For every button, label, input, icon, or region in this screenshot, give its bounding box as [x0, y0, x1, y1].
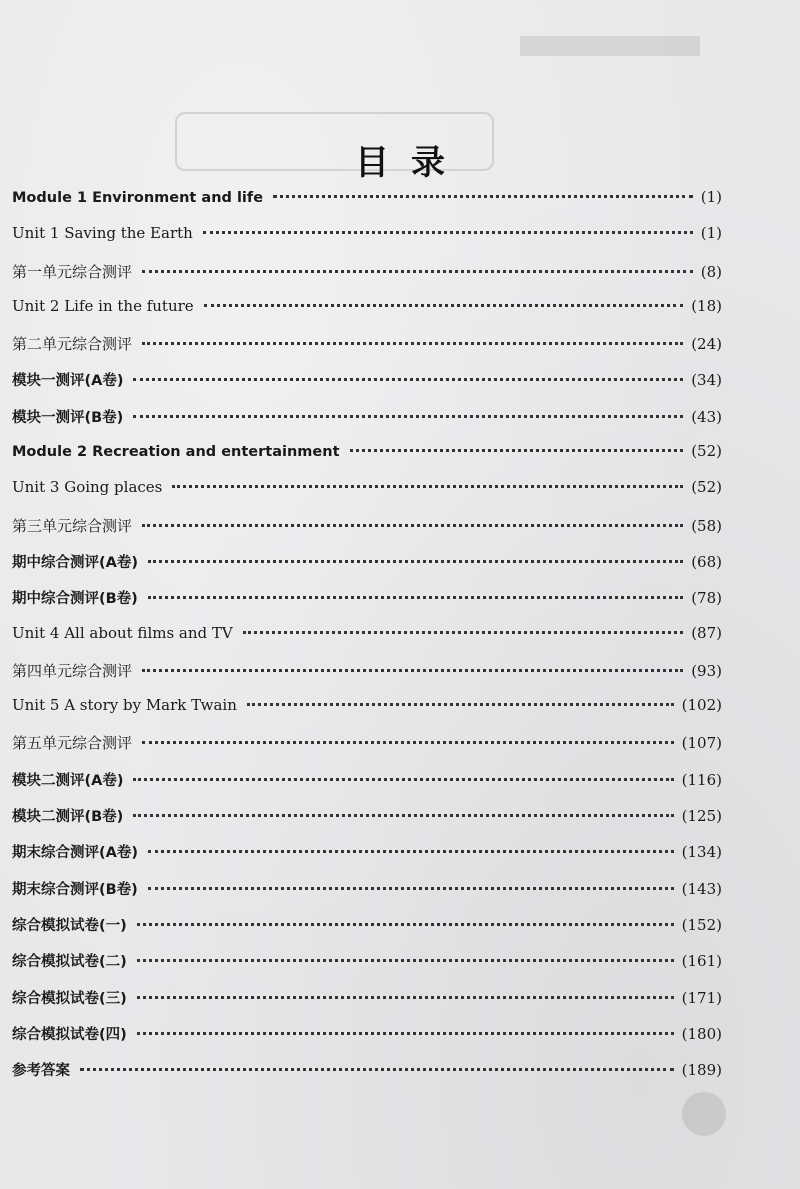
dot-leader — [148, 850, 674, 853]
toc-entry-page-number: (152) — [681, 915, 722, 934]
toc-entry[interactable] — [12, 987, 722, 1023]
toc-entry-page-number: (87) — [691, 623, 722, 642]
toc-entry[interactable] — [12, 878, 722, 914]
toc-entry-title: 模块一测评(B卷) — [12, 409, 124, 426]
toc-entry-title: 综合模拟试卷(三) — [12, 990, 127, 1007]
dot-leader — [148, 887, 674, 890]
dot-leader — [142, 524, 683, 527]
toc-entry-page-number: (78) — [691, 589, 722, 608]
toc-entry[interactable] — [12, 950, 722, 986]
dot-leader — [142, 669, 683, 672]
dot-leader — [203, 231, 693, 234]
toc-entry[interactable] — [12, 478, 722, 514]
toc-entry[interactable] — [12, 660, 722, 696]
dot-leader — [350, 449, 684, 452]
toc-entry-title: 第一单元综合测评 — [12, 262, 133, 281]
toc-entry-title: Module 1 Environment and life — [12, 190, 264, 206]
toc-entry-title: 模块二测评(A卷) — [12, 772, 124, 789]
dot-leader — [142, 741, 674, 744]
toc-entry[interactable] — [12, 515, 722, 551]
toc-entry-page-number: (125) — [681, 807, 722, 826]
toc-entry[interactable] — [12, 841, 722, 877]
dot-leader — [137, 1032, 674, 1035]
toc-entry-title: 参考答案 — [12, 1063, 70, 1080]
toc-entry-page-number: (52) — [691, 442, 722, 461]
toc-entry[interactable] — [12, 369, 722, 405]
toc-entry-title: Unit 2 Life in the future — [12, 296, 194, 315]
toc-entry[interactable] — [12, 732, 722, 768]
dot-leader — [273, 195, 693, 198]
toc-entry-title: 第二单元综合测评 — [12, 335, 133, 354]
toc-entry-page-number: (24) — [691, 335, 722, 354]
toc-entry-page-number: (107) — [681, 734, 722, 753]
toc-entry-page-number: (102) — [681, 696, 722, 715]
page-title: 目录 — [355, 142, 467, 183]
toc-entry[interactable] — [12, 1023, 722, 1059]
toc-entry[interactable] — [12, 696, 722, 732]
toc-entry[interactable] — [12, 224, 722, 260]
toc-entry-title: 第三单元综合测评 — [12, 516, 133, 535]
toc-entry[interactable] — [12, 297, 722, 333]
toc-entry-page-number: (161) — [681, 952, 722, 971]
toc-entry[interactable] — [12, 442, 722, 478]
toc-entry-page-number: (43) — [691, 407, 722, 426]
toc-entry-title: Module 2 Recreation and entertainment — [12, 444, 340, 461]
toc-entry-title: 模块二测评(B卷) — [12, 809, 124, 826]
toc-entry-page-number: (52) — [691, 478, 722, 497]
toc-entry-page-number: (68) — [691, 552, 722, 571]
toc-entry[interactable] — [12, 333, 722, 369]
toc-entry[interactable] — [12, 769, 722, 805]
toc-entry-page-number: (1) — [700, 188, 722, 206]
toc-entry-page-number: (143) — [681, 879, 722, 898]
dot-leader — [137, 996, 674, 999]
dot-leader — [133, 814, 673, 817]
toc-entry-title: Unit 1 Saving the Earth — [12, 224, 193, 243]
toc-entry[interactable] — [12, 624, 722, 660]
toc-entry-page-number: (189) — [681, 1061, 722, 1080]
dot-leader — [133, 378, 683, 381]
dot-leader — [137, 923, 674, 926]
toc-entry-title: 期中综合测评(A卷) — [12, 554, 138, 571]
toc-entry[interactable] — [12, 805, 722, 841]
toc-entry-page-number: (1) — [700, 224, 722, 243]
toc-entry-page-number: (58) — [691, 516, 722, 535]
toc-entry-title: 综合模拟试卷(四) — [12, 1026, 127, 1043]
toc-entry-title: 第四单元综合测评 — [12, 661, 133, 680]
toc-entry[interactable] — [12, 261, 722, 297]
dot-leader — [137, 959, 674, 962]
dot-leader — [204, 304, 684, 307]
toc-entry-title: 综合模拟试卷(二) — [12, 954, 127, 971]
toc-entry-page-number: (180) — [681, 1024, 722, 1043]
dot-leader — [247, 703, 674, 706]
toc-entry-title: 综合模拟试卷(一) — [12, 917, 127, 934]
toc-entry-title: 期末综合测评(A卷) — [12, 845, 138, 862]
toc-entry-title: Unit 4 All about films and TV — [12, 623, 233, 642]
toc-entry[interactable] — [12, 551, 722, 587]
toc-entry-page-number: (18) — [691, 296, 722, 315]
toc-entry[interactable] — [12, 587, 722, 623]
dot-leader — [148, 560, 683, 563]
toc-entry-page-number: (134) — [681, 843, 722, 862]
toc-entry-title: 第五单元综合测评 — [12, 734, 133, 753]
toc-entry[interactable] — [12, 188, 722, 224]
dot-leader — [148, 596, 683, 599]
dot-leader — [172, 485, 683, 488]
dot-leader — [133, 415, 683, 418]
toc-entry[interactable] — [12, 406, 722, 442]
toc-entry-page-number: (93) — [691, 661, 722, 680]
dot-leader — [142, 342, 683, 345]
toc-entry-page-number: (171) — [681, 988, 722, 1007]
dot-leader — [142, 270, 693, 273]
table-of-contents — [12, 188, 722, 1095]
toc-entry-page-number: (8) — [700, 262, 722, 281]
toc-entry-title: 模块一测评(A卷) — [12, 373, 124, 390]
toc-entry-page-number: (116) — [681, 770, 722, 789]
toc-entry-page-number: (34) — [691, 371, 722, 390]
bleed-through-band — [520, 36, 700, 56]
toc-entry-title: Unit 5 A story by Mark Twain — [12, 696, 237, 715]
toc-entry-title: Unit 3 Going places — [12, 478, 163, 497]
dot-leader — [243, 631, 683, 634]
dot-leader — [133, 778, 673, 781]
toc-entry[interactable] — [12, 1059, 722, 1095]
toc-entry-title: 期中综合测评(B卷) — [12, 591, 138, 608]
toc-entry-title: 期末综合测评(B卷) — [12, 881, 138, 898]
bleed-through-emblem — [682, 1092, 726, 1136]
toc-entry[interactable] — [12, 914, 722, 950]
dot-leader — [80, 1068, 674, 1071]
